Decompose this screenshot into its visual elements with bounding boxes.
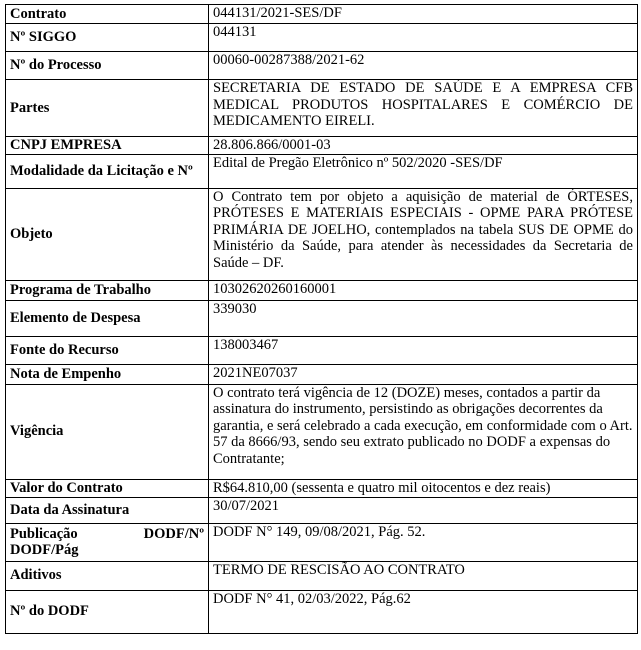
row-label-processo: Nº do Processo bbox=[6, 52, 209, 80]
row-label-publicacao bbox=[6, 523, 209, 561]
row-value-processo: 00060-00287388/2021-62 bbox=[209, 52, 638, 80]
table-row bbox=[6, 384, 638, 479]
table-row bbox=[6, 137, 638, 155]
row-value-programa: 10302620260160001 bbox=[209, 280, 638, 300]
row-label-dodf: Nº do DODF bbox=[6, 590, 209, 633]
table-row bbox=[6, 561, 638, 590]
table-row bbox=[6, 497, 638, 523]
row-value-aditivos: TERMO DE RESCISÃO AO CONTRATO bbox=[209, 561, 638, 590]
table-row bbox=[6, 336, 638, 364]
table-row bbox=[6, 80, 638, 137]
table-row bbox=[6, 52, 638, 80]
table-row bbox=[6, 479, 638, 497]
row-value-objeto: O Contrato tem por objeto a aquisição de material de ÓRTESES, PRÓTESES E MATERIAIS ESPECIAIS - OPME PARA PRÓTESE PRIMÁRIA DE JOELHO, contemplados na tabela SUS DE OPME do Ministério da Saúde, para atender às necessidades da Secretaria de Saúde – DF. bbox=[209, 188, 638, 280]
row-label-data: Data da Assinatura bbox=[6, 497, 209, 523]
table-row bbox=[6, 154, 638, 188]
row-value-modalidade: Edital de Pregão Eletrônico nº 502/2020 -SES/DF bbox=[209, 154, 638, 188]
modalidade-label-text: Modalidade da Licitação e Nº bbox=[10, 162, 193, 179]
row-label-partes: Partes bbox=[6, 80, 209, 137]
row-value-valor: R$64.810,00 (sessenta e quatro mil oitocentos e dez reais) bbox=[209, 479, 638, 497]
row-label-cnpj: CNPJ EMPRESA bbox=[6, 137, 209, 155]
row-value-fonte: 138003467 bbox=[209, 336, 638, 364]
row-label-aditivos: Aditivos bbox=[6, 561, 209, 590]
row-value-empenho: 2021NE07037 bbox=[209, 364, 638, 384]
row-value-contrato: 044131/2021-SES/DF bbox=[209, 5, 638, 24]
contract-summary-table bbox=[5, 4, 638, 634]
table-row bbox=[6, 5, 638, 24]
row-value-publicacao: DODF N° 149, 09/08/2021, Pág. 52. bbox=[209, 523, 638, 561]
row-label-valor: Valor do Contrato bbox=[6, 479, 209, 497]
row-value-vigencia: O contrato terá vigência de 12 (DOZE) meses, contados a partir da assinatura do instrumento, persistindo as obrigações decorrentes da garantia, e será celebrado a cada execução, em conformidade com o Art. 57 da 8666/93, sendo seu extrato publicado no DODF a expensas do Contratante; bbox=[209, 384, 638, 479]
row-value-siggo: 044131 bbox=[209, 24, 638, 52]
table-row bbox=[6, 24, 638, 52]
table-row bbox=[6, 280, 638, 300]
row-label-modalidade bbox=[6, 154, 209, 188]
row-value-partes: SECRETARIA DE ESTADO DE SAÚDE E A EMPRESA CFB MEDICAL PRODUTOS HOSPITALARES E COMÉRCIO DE MEDICAMENTO EIRELI. bbox=[209, 80, 638, 137]
row-value-data: 30/07/2021 bbox=[209, 497, 638, 523]
row-label-fonte: Fonte do Recurso bbox=[6, 336, 209, 364]
row-value-dodf: DODF N° 41, 02/03/2022, Pág.62 bbox=[209, 590, 638, 633]
row-label-siggo: Nº SIGGO bbox=[6, 24, 209, 52]
table-row bbox=[6, 523, 638, 561]
publicacao-label-c: DODF/Pág bbox=[10, 542, 79, 559]
row-label-vigencia: Vigência bbox=[6, 384, 209, 479]
row-value-cnpj: 28.806.866/0001-03 bbox=[209, 137, 638, 155]
row-label-elemento: Elemento de Despesa bbox=[6, 300, 209, 336]
row-label-contrato: Contrato bbox=[6, 5, 209, 24]
publicacao-label-a: Publicação bbox=[10, 525, 78, 542]
table-row bbox=[6, 300, 638, 336]
table-row bbox=[6, 188, 638, 280]
table-row bbox=[6, 590, 638, 633]
publicacao-label-b: DODF/Nº bbox=[143, 525, 204, 542]
table-row bbox=[6, 364, 638, 384]
row-value-elemento: 339030 bbox=[209, 300, 638, 336]
row-label-empenho: Nota de Empenho bbox=[6, 364, 209, 384]
row-label-programa: Programa de Trabalho bbox=[6, 280, 209, 300]
row-label-objeto: Objeto bbox=[6, 188, 209, 280]
